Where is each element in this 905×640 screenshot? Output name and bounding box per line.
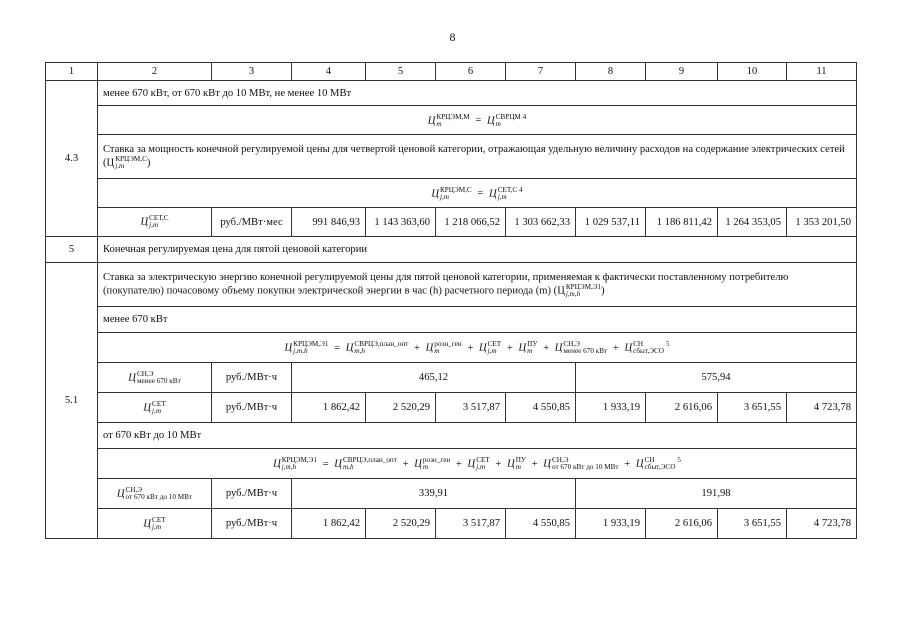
column-number: 3 [212,63,292,81]
table-row [46,106,857,135]
equals-sign: = [477,188,484,200]
column-number: 11 [787,63,857,81]
tariff-table [45,62,857,539]
unit-cell: руб./МВт·ч [212,509,292,539]
section-number-4-3: 4.3 [46,81,98,237]
table-row [46,135,857,179]
value-cell: 191,98 [576,479,857,509]
formula-term: Ц СВРЦМ m [486,112,521,128]
value-cell: 1 862,42 [292,393,366,423]
value-cell: 1 353 201,50 [787,208,857,237]
value-cell: 1 218 066,52 [436,208,506,237]
table-row [46,81,857,106]
value-cell: 2 520,29 [366,393,436,423]
table-row [46,179,857,208]
value-cell: 4 723,78 [787,393,857,423]
value-cell: 1 933,19 [576,509,646,539]
table-row [46,509,857,539]
column-number-header [46,63,857,81]
column-number: 7 [506,63,576,81]
value-cell: 1 862,42 [292,509,366,539]
value-cell: 1 933,19 [576,393,646,423]
table-row [46,307,857,333]
page-number: 8 [449,30,456,44]
table-row [46,333,857,363]
value-cell: 2 520,29 [366,509,436,539]
subsection-label: от 670 кВт до 10 МВт [98,423,857,449]
value-cell: 4 723,78 [787,509,857,539]
symbol-cell: Ц СН,Э от 670 кВт до 10 МВт [98,479,212,509]
value-cell: 3 651,55 [718,509,787,539]
value-cell: 991 846,93 [292,208,366,237]
footnote-ref: 4 [519,185,523,194]
table-row [46,449,857,479]
symbol-cell: Ц СЕТ j,m [98,393,212,423]
value-cell: 2 616,06 [646,509,718,539]
value-cell: 3 517,87 [436,509,506,539]
table-row [46,263,857,307]
value-cell: 575,94 [576,363,857,393]
formula-term: Ц СЕТ,С j,m [489,185,518,201]
unit-cell: руб./МВт·ч [212,393,292,423]
equals-sign: = [475,115,482,127]
description-text: Ставка за электрическую энергию конечной регулируемой цены для пятой ценовой категории, применяемая к фактически поставленному потребителю (покупателю) почасовому объему покупки электрической энергии в час (h) расчетного периода (m) (Ц КРЦЭМ,Э1 j,m,h ) [98,263,857,307]
section-title: Конечная регулируемая цена для пятой ценовой категории [98,237,857,263]
value-cell: 1 186 811,42 [646,208,718,237]
value-cell: 4 550,85 [506,393,576,423]
symbol-cell: Ц СЕТ j,m [98,509,212,539]
unit-cell: руб./МВт·ч [212,479,292,509]
value-cell: 3 651,55 [718,393,787,423]
section-number-5: 5 [46,237,98,263]
table-row [46,237,857,263]
column-number: 9 [646,63,718,81]
description-text: Ставка за мощность конечной регулируемой цены для четвертой ценовой категории, отражающая удельную величину расходов на содержание электрических сетей (Ц КРЦЭМ,С j,m ) [98,135,857,179]
value-cell: 1 029 537,11 [576,208,646,237]
formula-row [98,179,857,208]
symbol-cell: Ц СН,Э менее 670 кВт [98,363,212,393]
footnote-ref: 5 [677,456,681,465]
formula-row: Ц КРЦЭМ,Э1 j,m,h = Ц СВРЦЭ,план_опт m,h + Ц розн_ген m + Ц СЕТ j,m + Ц ПУ m + Ц СН,Э от 670 кВт до 10 МВт + Ц СН сбыт,ЭСО $^5$ [98,449,857,479]
column-number: 1 [46,63,98,81]
footnote-ref: 5 [666,340,670,349]
table-row [46,393,857,423]
table-row [46,208,857,237]
formula-term: Ц КРЦЭМ,М m [427,112,470,128]
formula-row [98,106,857,135]
value-cell: 3 517,87 [436,393,506,423]
capacity-range-text: менее 670 кВт, от 670 кВт до 10 МВт, не менее 10 МВт [98,81,857,106]
value-cell: 1 264 353,05 [718,208,787,237]
symbol-cell: Ц СЕТ,С j,m [98,208,212,237]
footnote-ref: 4 [522,112,527,121]
value-cell: 465,12 [292,363,576,393]
column-number: 2 [98,63,212,81]
unit-cell: руб./МВт·мес [212,208,292,237]
subsection-label: менее 670 кВт [98,307,857,333]
column-number: 4 [292,63,366,81]
value-cell: 1 303 662,33 [506,208,576,237]
section-number-5-1: 5.1 [46,263,98,539]
table-row [46,363,857,393]
formula-row: Ц КРЦЭМ,Э1 j,m,h = Ц СВРЦЭ,план_опт m,h + Ц розн_ген m + Ц СЕТ j,m + Ц ПУ m + Ц СН,Э менее 670 кВт + Ц СН сбыт,ЭСО $^5$ [98,333,857,363]
column-number: 5 [366,63,436,81]
column-number: 10 [718,63,787,81]
table-row [46,423,857,449]
table-row [46,479,857,509]
value-cell: 2 616,06 [646,393,718,423]
value-cell: 1 143 363,60 [366,208,436,237]
value-cell: 4 550,85 [506,509,576,539]
formula-term: Ц КРЦЭМ,С j,m [431,185,472,201]
unit-cell: руб./МВт·ч [212,363,292,393]
column-number: 6 [436,63,506,81]
column-number: 8 [576,63,646,81]
value-cell: 339,91 [292,479,576,509]
